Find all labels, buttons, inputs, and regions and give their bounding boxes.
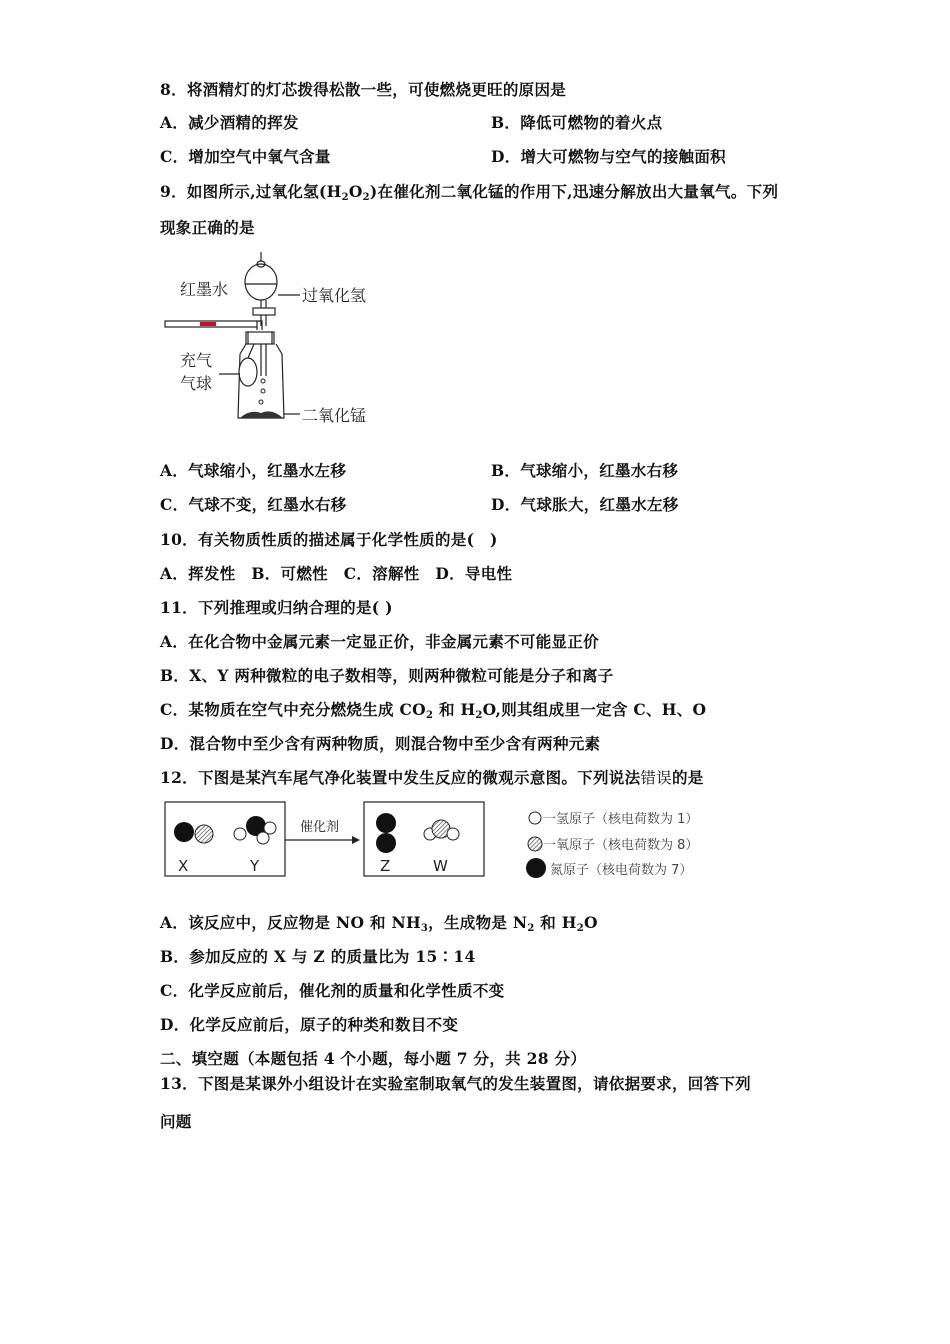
q12-reaction-figure [160, 798, 730, 883]
q13-stem: 13．下图是某课外小组设计在实验室制取氧气的发生装置图，请依据要求，回答下列 [160, 1074, 751, 1093]
z-nitrogen-atom-1 [376, 813, 396, 833]
label-mno2: 二氧化锰 [302, 406, 367, 425]
q9-stem: 9．如图所示,过氧化氢$(H_2O_2)$在催化剂二氧化锰的作用下,迅速分解放出大量氧气。下列 [160, 182, 779, 203]
q11-option-b: B．X、Y 两种微粒的电子数相等，则两种微粒可能是分子和离子 [160, 666, 614, 685]
q13-stem-line2: 问题 [160, 1112, 192, 1131]
q10-stem: 10．有关物质性质的描述属于化学性质的是( ) [160, 530, 498, 549]
q11-option-a: A．在化合物中金属元素一定显正价，非金属元素不可能显正价 [160, 632, 599, 651]
q11-option-c: C．某物质在空气中充分燃烧生成 $CO_2$ 和 $H_2O$,则其组成里一定含 C、H、O [160, 700, 707, 721]
legend-n-icon [526, 858, 546, 878]
q9-option-c: C．气球不变，红墨水右移 [160, 495, 347, 514]
label-h2o2: 过氧化氢 [302, 286, 367, 305]
legend-n: 氮原子（核电荷数为 7） [550, 863, 693, 878]
mno2-powder [240, 411, 283, 418]
label-balloon-1: 充气 [180, 351, 213, 370]
q9-option-a: A．气球缩小，红墨水左移 [160, 461, 347, 480]
q9-option-d: D．气球胀大，红墨水左移 [491, 495, 679, 514]
q8-option-a: A．减少酒精的挥发 [160, 113, 299, 132]
q12-option-d: D．化学反应前后，原子的种类和数目不变 [160, 1015, 459, 1034]
q9-stem-line2: 现象正确的是 [160, 218, 255, 237]
red-ink-drop [200, 322, 216, 326]
section2-title: 二、填空题（本题包括 4 个小题，每小题 7 分，共 28 分） [160, 1049, 587, 1068]
q10-options: A．挥发性 B．可燃性 C．溶解性 D．导电性 [160, 564, 513, 583]
funnel-valve [253, 308, 275, 315]
q8-option-b: B．降低可燃物的着火点 [491, 113, 663, 132]
balloon [239, 358, 257, 386]
q12-emphasis-cuowu: 错误 [640, 769, 672, 787]
q9-option-b: B．气球缩小，红墨水右移 [491, 461, 679, 480]
bottle-stopper [246, 332, 274, 344]
q8-stem: 8．将酒精灯的灯芯拨得松散一些，可使燃烧更旺的原因是 [160, 80, 567, 99]
q9-apparatus-figure [160, 248, 390, 433]
z-nitrogen-atom-2 [376, 833, 396, 853]
label-balloon-2: 气球 [180, 374, 213, 393]
funnel-bulb [245, 264, 277, 300]
q11-stem: 11．下列推理或归纳合理的是( ) [160, 598, 393, 617]
legend-o: 一氧原子（核电荷数为 8） [543, 838, 699, 853]
q8-option-c: C．增加空气中氧气含量 [160, 147, 331, 166]
q12-stem: 12．下图是某汽车尾气净化装置中发生反应的微观示意图。下列说法错误的是 [160, 768, 704, 787]
label-y: Y [250, 857, 260, 875]
label-x: X [178, 857, 189, 875]
q12-option-c: C．化学反应前后，催化剂的质量和化学性质不变 [160, 981, 505, 1000]
q11-option-d: D．混合物中至少含有两种物质，则混合物中至少含有两种元素 [160, 734, 601, 753]
legend-h: 一氢原子（核电荷数为 1） [543, 812, 699, 827]
q8-option-d: D．增大可燃物与空气的接触面积 [491, 147, 726, 166]
legend-o-icon [528, 837, 542, 851]
label-z: Z [380, 857, 391, 875]
legend-h-icon [529, 812, 541, 824]
q12-option-b: B．参加反应的 X 与 Z 的质量比为 15∶14 [160, 947, 476, 966]
label-red-ink: 红墨水 [180, 280, 229, 299]
label-catalyst: 催化剂 [300, 820, 340, 835]
x-nitrogen-atom [174, 822, 194, 842]
x-oxygen-atom [195, 825, 213, 843]
label-w: W [433, 857, 448, 875]
q12-option-a: A．该反应中，反应物是 NO 和 $NH_3$，生成物是 $N_2$ 和 $H_2O$ [160, 913, 598, 934]
